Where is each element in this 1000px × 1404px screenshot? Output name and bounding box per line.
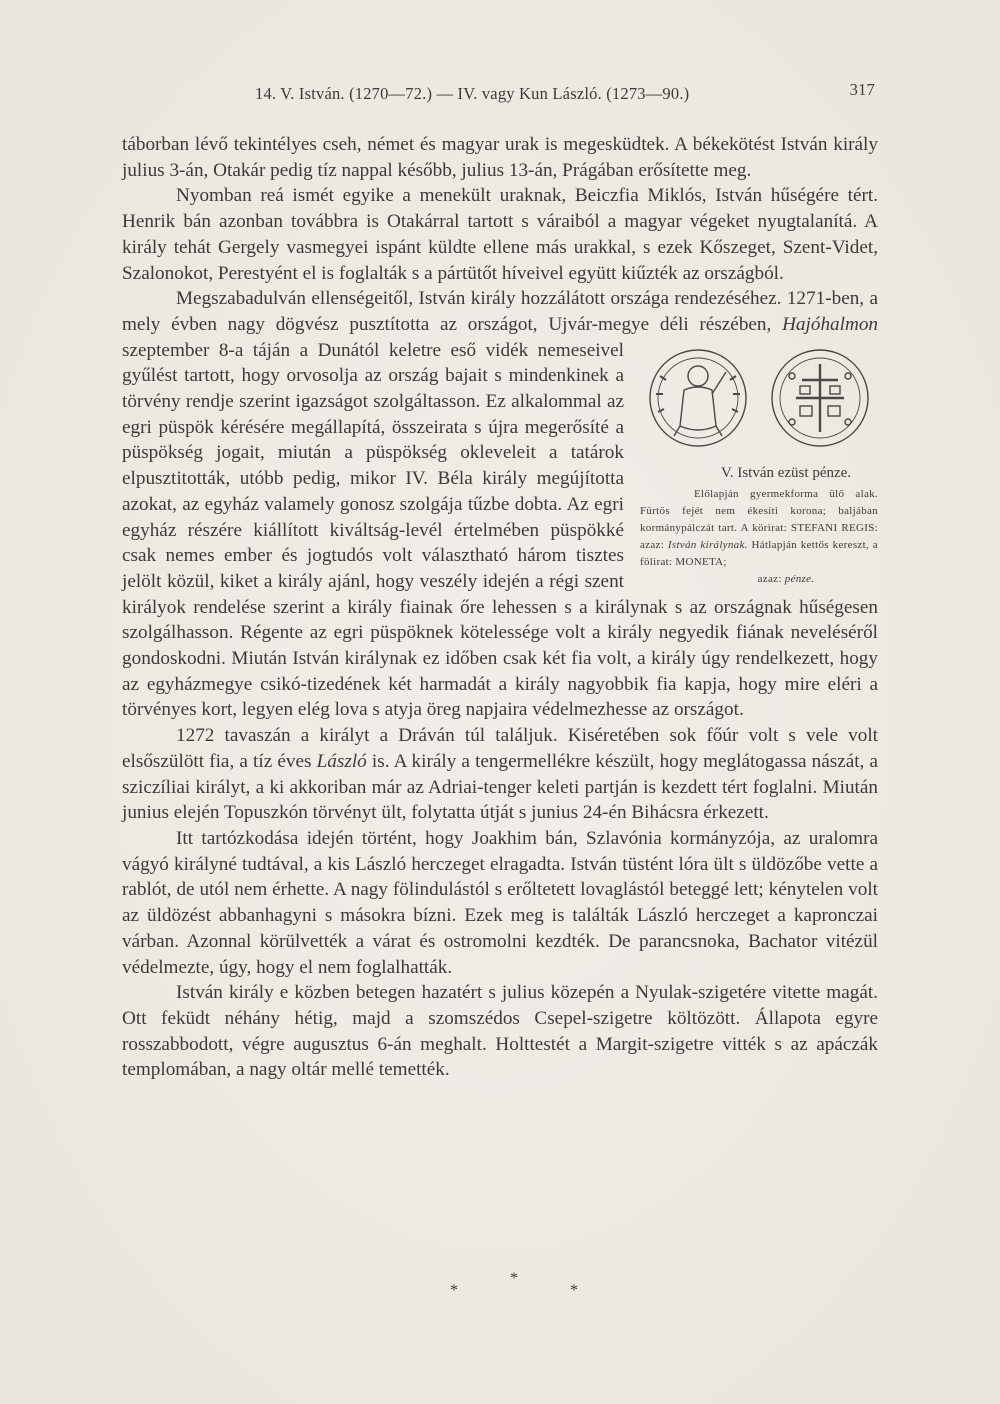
figure-desc-c: azaz: [757,572,785,585]
asterisk-right: * [570,1282,578,1299]
figure-desc-b: Hátlapján kettős kereszt, a fölirat: MONETA; [640,538,878,568]
paragraph-6: István király e közben betegen hazatért s julius közepén a Nyulak-szigetére vitette magát. Ott feküdt néhány hétig, majd a szomszédos Csepel-szigetre költözött. Állapota egyre rosszabbodott, végre augusztus 6-án meghalt. Holttestét a Margit-szigetre vitték s az apáczák templomában, a nagy oltár mellé temették. [122,982,878,1081]
figure-caption-description [640,486,878,588]
paragraph-4 [122,723,878,826]
section-separator [440,1270,590,1300]
figure-desc-italic: István királynak. [667,538,752,551]
figure-desc-c-line [640,571,878,588]
paragraph-4-text-b: is. A király a tengermellékre készült, hogy meglátogassa nászát, a sziczíliai királyt, a ki akkoriban már az Adriai-tenger keleti partján is kezdett tért foglalni. Miután junius elején Topuszkón törvényt ült, folytatta útját s junius 24-én Bihácsra érkezett. [122,750,879,824]
paragraph-3-text-b: szeptember 8-a táján a Dunától keletre eső vidék nemeseivel gyűlést tartott, hogy orvosolja az ország bajait s mindenkinek a törvény rendje szerint igazságot szolgáltasson. Ez alkalommal az egri püspök kérésére megállapítá, összeirata s újra megerősíté a püspökség jogait, miután a püspökség okleveleit a tatárok elpusztitották, utóbb pedig, mikor IV. Béla király megújította azokat, az egyház valamely gonosz szolgája tűzbe dobta. Az egri egyház részére kiállított kiváltság-levél értelmében püspökké csak nemes ember és jogtudós volt választható három tisztes jelölt közül, kiket a király ajánl, hogy veszély idején a régi szent királyok rendelése szerint a király fiainak őre lehessen s a királynak s az országnak hűségesen szolgálhasson. Régente az egri püspöknek kötelessége volt a király negyedik fiának neveléséről gondoskodni. Miután István királynak ez időben csak két fia volt, a király úgy rendelkezett, hogy az egyházmegye csikó-tizedének két harmadát a király nagyobbik fia kapja, hogy mire eléri a törvényes kort, legyen elég lova s atyja öreg napjaira védelmezhesse az országot. [122,339,878,721]
paragraph-2: Nyomban reá ismét egyike a menekült uraknak, Beiczfia Miklós, István hűségére tért. Henrik bán azonban továbbra is Otakárral tartott s váraiból a magyar végeket nyugtalanítá. A király tehát Gergely vasmegyei ispánt küldte ellene más urakkal, s ezek Kőszeget, Szent-Videt, Szalonokot, Perestyént el is foglalták s a pártütőt híveivel együtt kiűzték az országból. [122,185,878,284]
asterisk-left: * [450,1282,458,1299]
coin-reverse-image [772,350,868,446]
coin-figure [640,346,878,588]
running-header [255,80,875,106]
coin-illustrations [640,346,878,454]
paragraph-1: táborban lévő tekintélyes cseh, német és magyar urak is megesküdtek. A békekötést István király julius 3-án, Otakár pedig tíz nappal később, julius 13-án, Prágában erősítette meg. [122,134,878,181]
figure-desc-c-italic: pénze. [784,572,815,585]
asterisk-top: * [510,1270,518,1287]
page-number: 317 [849,80,875,99]
coin-images [640,346,878,454]
body-text [122,132,878,1083]
paragraph-3-text-a: Megszabadulván ellenségeitől, István király hozzálátott országa rendezéséhez. 1271-ben, a mely évben nagy dögvész pusztította az országot, Ujvár-megye déli részében, [122,288,878,335]
figure-desc-a: Előlapján gyermekforma ülő alak. Fürtös fejét nem ékesíti korona; baljában kormánypálczát tart. A körirat: STEFANI REGIS: azaz: [640,487,878,551]
paragraph-4-text-a: 1272 tavaszán a királyt a Dráván túl találjuk. Kiséretében sok főúr volt s vele volt elsőszülött fia, a tíz éves [122,725,878,772]
figure-caption-title: V. István ezüst pénze. [720,464,852,481]
paragraph-3 [122,286,878,723]
person-name-laszlo: László [316,750,372,772]
running-title: 14. V. István. (1270—72.) — IV. vagy Kun László. (1273—90.) [255,84,690,103]
place-name-hajohalom: Hajóhalmon [782,313,878,335]
coin-obverse-image [650,350,746,446]
paragraph-5: Itt tartózkodása idején történt, hogy Joakhim bán, Szlavónia kormányzója, az uralomra vágyó királyné tudtával, a kis László herczeget elragadta. István tüstént lóra ült s üldözőbe vette a rablót, de utól nem érhette. A nagy fölindulástól s erőltetett lovaglástól beteggé lett; kénytelen volt az üldözést abbanhagyni s másokra bízni. Ezek meg is találták László herczeget a kapronczai várban. Azonnal körülvették a várat és ostromolni kezdték. De parancsnoka, Bachator vitézül védelmezte, úgy, hogy el nem foglalhatták. [122,827,878,978]
